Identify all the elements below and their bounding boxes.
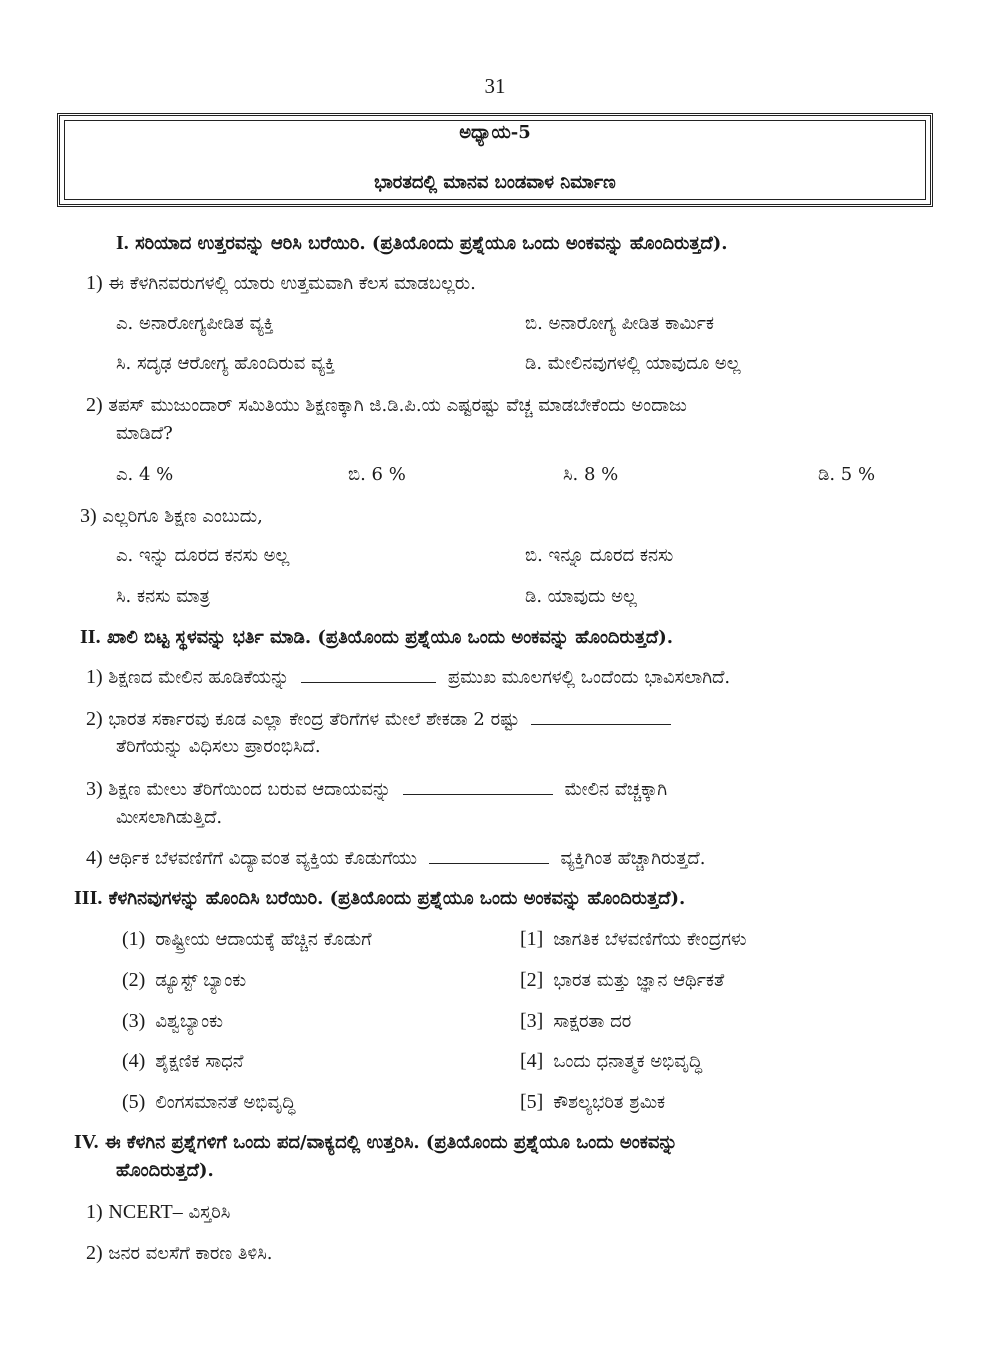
question-number: 2) xyxy=(86,394,103,416)
option-d: ಡಿ. ಮೇಲಿನವುಗಳಲ್ಲಿ ಯಾವುದೂ ಅಲ್ಲ xyxy=(525,353,741,374)
section-3-numeral: III. xyxy=(74,887,103,909)
section-2-text: ಖಾಲಿ ಬಿಟ್ಟ ಸ್ಥಳವನ್ನು ಭರ್ತಿ ಮಾಡಿ. (ಪ್ರತಿಯೊಂದು ಪ್ರಶ್ನೆಯೂ ಒಂದು ಅಂಕವನ್ನು ಹೊಂದಿರುತ್ತದೆ). xyxy=(106,627,673,648)
question-text: ತಪಸ್ ಮುಜುಂದಾರ್ ಸಮಿತಿಯು ಶಿಕ್ಷಣಕ್ಕಾಗಿ ಜಿ.ಡಿ.ಪಿ.ಯ ಎಷ್ಟರಷ್ಟು ವೆಚ್ಚ ಮಾಡಬೇಕೆಂದು ಅಂದಾಜು xyxy=(108,395,687,416)
option-d: ಡಿ. 5 % xyxy=(818,464,876,485)
section-1-text: ಸರಿಯಾದ ಉತ್ತರವನ್ನು ಆರಿಸಿ ಬರೆಯಿರಿ. (ಪ್ರತಿಯೊಂದು ಪ್ರಶ್ನೆಯೂ ಒಂದು ಅಂಕವನ್ನು ಹೊಂದಿರುತ್ತದೆ). xyxy=(135,233,728,254)
question-text: ಜನರ ವಲಸೆಗೆ ಕಾರಣ ತಿಳಿಸಿ. xyxy=(108,1243,273,1264)
question-number: 1) xyxy=(86,666,103,688)
option-c: ಸಿ. 8 % xyxy=(563,464,619,485)
question-text-before: ಆರ್ಥಿಕ ಬೆಳವಣಿಗೆಗೆ ವಿದ್ಯಾವಂತ ವ್ಯಕ್ತಿಯ ಕೊಡುಗೆಯು xyxy=(108,848,418,869)
question-text-after: ಮೇಲಿನ ವೆಚ್ಚಕ್ಕಾಗಿ xyxy=(564,779,668,800)
option-b: ಬಿ. ಅನಾರೋಗ್ಯ ಪೀಡಿತ ಕಾರ್ಮಿಕ xyxy=(525,313,715,334)
question-text-before: ಶಿಕ್ಷಣ ಮೇಲು ತೆರಿಗೆಯಿಂದ ಬರುವ ಆದಾಯವನ್ನು xyxy=(108,779,392,800)
option-d: ಡಿ. ಯಾವುದು ಅಲ್ಲ xyxy=(525,586,637,607)
question-1-3 xyxy=(80,503,263,530)
option-b: ಬಿ. 6 % xyxy=(348,464,406,485)
question-number: 2) xyxy=(86,708,103,730)
section-1-heading xyxy=(116,230,728,257)
match-left-item: (5) ಲಿಂಗಸಮಾನತೆ ಅಭಿವೃದ್ಧಿ xyxy=(122,1091,296,1113)
question-text-after: ವ್ಯಕ್ತಿಗಿಂತ ಹೆಚ್ಚಾಗಿರುತ್ತದೆ. xyxy=(560,848,706,869)
match-right-item: [4] ಒಂದು ಧನಾತ್ಮಕ ಅಭಿವೃದ್ಧಿ xyxy=(520,1050,703,1072)
option-a: ಎ. 4 % xyxy=(116,464,174,485)
match-right-item: [3] ಸಾಕ್ಷರತಾ ದರ xyxy=(520,1010,632,1032)
option-c: ಸಿ. ಕನಸು ಮಾತ್ರ xyxy=(116,586,210,607)
section-2-numeral: II. xyxy=(80,626,101,648)
option-a: ಎ. ಅನಾರೋಗ್ಯಪೀಡಿತ ವ್ಯಕ್ತಿ xyxy=(116,313,274,334)
question-text-before: ಶಿಕ್ಷಣದ ಮೇಲಿನ ಹೂಡಿಕೆಯನ್ನು xyxy=(108,667,290,688)
question-number: 3) xyxy=(86,778,103,800)
question-2-1 xyxy=(86,664,730,691)
match-right-item: [2] ಭಾರತ ಮತ್ತು ಜ್ಞಾನ ಆರ್ಥಿಕತೆ xyxy=(520,969,725,991)
question-number: 4) xyxy=(86,847,103,869)
option-a: ಎ. ಇನ್ನು ದೂರದ ಕನಸು ಅಲ್ಲ xyxy=(116,545,290,566)
chapter-label: ಅಧ್ಯಾಯ-5 xyxy=(459,122,531,143)
match-right-item: [5] ಕೌಶಲ್ಯಭರಿತ ಶ್ರಮಿಕ xyxy=(520,1091,666,1113)
question-number: 1) xyxy=(86,1201,103,1223)
question-1-2-continued: ಮಾಡಿದೆ? xyxy=(116,423,173,444)
answer-blank[interactable] xyxy=(403,778,553,795)
section-2-heading xyxy=(80,624,673,651)
match-right-item: [1] ಜಾಗತಿಕ ಬೆಳವಣಿಗೆಯ ಕೇಂದ್ರಗಳು xyxy=(520,928,747,950)
section-1-numeral: I. xyxy=(116,232,129,254)
option-b: ಬಿ. ಇನ್ನೂ ದೂರದ ಕನಸು xyxy=(525,545,674,566)
question-2-2 xyxy=(86,706,677,733)
question-1-2 xyxy=(86,392,687,419)
answer-blank[interactable] xyxy=(429,847,549,864)
match-left-item: (4) ಶೈಕ್ಷಣಿಕ ಸಾಧನೆ xyxy=(122,1050,244,1072)
question-text: ವಿಸ್ತರಿಸಿ xyxy=(188,1202,231,1223)
section-4-numeral: IV. xyxy=(74,1131,99,1153)
match-left-item: (1) ರಾಷ್ಟ್ರೀಯ ಆದಾಯಕ್ಕೆ ಹೆಚ್ಚಿನ ಕೊಡುಗೆ xyxy=(122,928,372,950)
section-3-heading xyxy=(74,885,685,912)
question-2-2-continued: ತೆರಿಗೆಯನ್ನು ವಿಧಿಸಲು ಪ್ರಾರಂಭಿಸಿದೆ. xyxy=(116,736,321,757)
question-number: 1) xyxy=(86,272,103,294)
question-text-after: ಪ್ರಮುಖ ಮೂಲಗಳಲ್ಲಿ ಒಂದೆಂದು ಭಾವಿಸಲಾಗಿದೆ. xyxy=(447,667,731,688)
question-4-2 xyxy=(86,1240,273,1267)
question-text: ಈ ಕೆಳಗಿನವರುಗಳಲ್ಲಿ ಯಾರು ಉತ್ತಮವಾಗಿ ಕೆಲಸ ಮಾಡಬಲ್ಲರು. xyxy=(108,273,476,294)
question-4-1 xyxy=(86,1199,230,1226)
question-number: 2) xyxy=(86,1242,103,1264)
question-text: ಎಲ್ಲರಿಗೂ ಶಿಕ್ಷಣ ಎಂಬುದು, xyxy=(102,506,263,527)
section-3-text: ಕೆಳಗಿನವುಗಳನ್ನು ಹೊಂದಿಸಿ ಬರೆಯಿರಿ. (ಪ್ರತಿಯೊಂದು ಪ್ರಶ್ನೆಯೂ ಒಂದು ಅಂಕವನ್ನು ಹೊಂದಿರುತ್ತದೆ). xyxy=(108,888,686,909)
question-1-1 xyxy=(86,270,476,297)
question-number: 3) xyxy=(80,505,97,527)
section-4-text: ಈ ಕೆಳಗಿನ ಪ್ರಶ್ನೆಗಳಿಗೆ ಒಂದು ಪದ/ವಾಕ್ಯದಲ್ಲಿ ಉತ್ತರಿಸಿ. (ಪ್ರತಿಯೊಂದು ಪ್ರಶ್ನೆಯೂ ಒಂದು ಅಂಕವನ್ನು xyxy=(104,1132,678,1153)
question-2-3 xyxy=(86,776,667,803)
question-2-4 xyxy=(86,845,705,872)
answer-blank[interactable] xyxy=(531,708,671,725)
answer-blank[interactable] xyxy=(301,666,436,683)
option-c: ಸಿ. ಸದೃಢ ಆರೋಗ್ಯ ಹೊಂದಿರುವ ವ್ಯಕ್ತಿ xyxy=(116,353,336,374)
match-left-item: (2) ಡ್ಯೂಸ್ಟ್ ಬ್ಯಾಂಕು xyxy=(122,969,247,991)
chapter-title-box xyxy=(57,113,933,207)
match-left-item: (3) ವಿಶ್ವಬ್ಯಾಂಕು xyxy=(122,1010,223,1032)
question-text-before: ಭಾರತ ಸರ್ಕಾರವು ಕೂಡ ಎಲ್ಲಾ ಕೇಂದ್ರ ತೆರಿಗೆಗಳ ಮೇಲೆ ಶೇಕಡಾ 2 ರಷ್ಟು xyxy=(108,709,520,730)
acronym: NCERT– xyxy=(108,1201,183,1223)
section-4-heading-continued: ಹೊಂದಿರುತ್ತದೆ). xyxy=(116,1160,214,1181)
section-4-heading xyxy=(74,1129,678,1156)
question-2-3-continued: ಮೀಸಲಾಗಿಡುತ್ತಿದೆ. xyxy=(116,807,223,828)
page-number: 31 xyxy=(484,74,506,98)
chapter-title: ಭಾರತದಲ್ಲಿ ಮಾನವ ಬಂಡವಾಳ ನಿರ್ಮಾಣ xyxy=(374,172,616,193)
